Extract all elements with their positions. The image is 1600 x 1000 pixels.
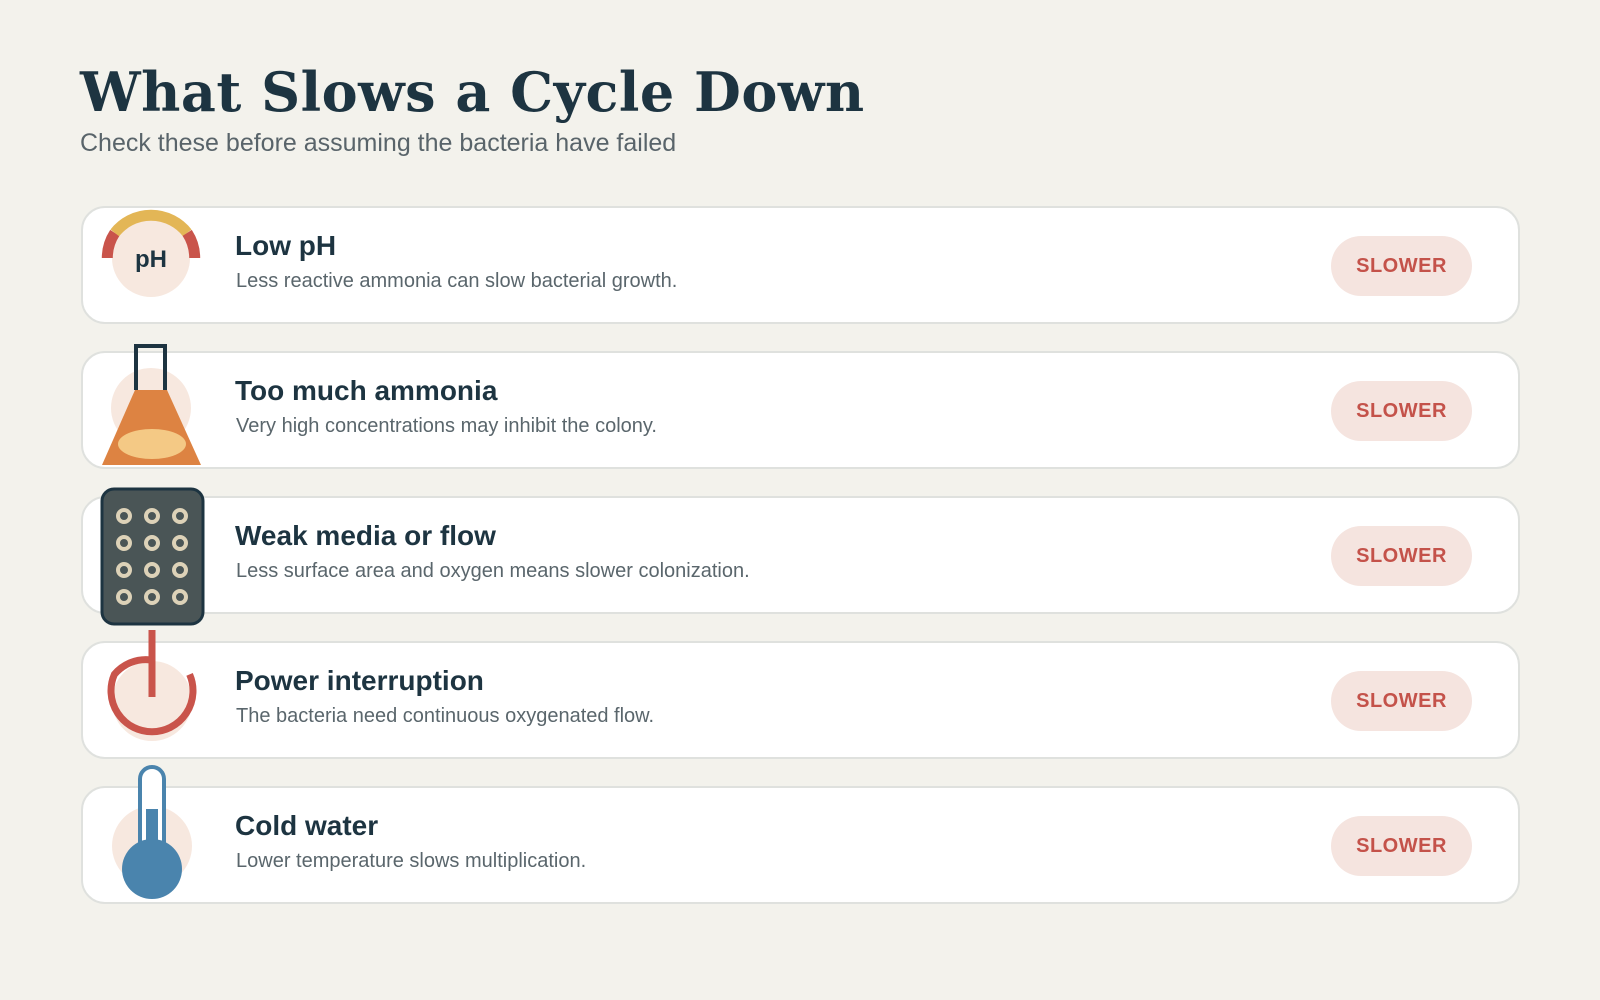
factor-description: Very high concentrations may inhibit the colony. [236, 415, 657, 437]
page-title: What Slows a Cycle Down [80, 60, 865, 124]
ammonia-bottle-icon [101, 339, 207, 485]
factor-description: The bacteria need continuous oxygenated flow. [236, 705, 655, 727]
status-badge: SLOWER [1331, 381, 1472, 441]
status-badge: SLOWER [1331, 526, 1472, 586]
factor-card-power-interruption [81, 641, 1520, 759]
factor-card-too-much-ammonia [81, 351, 1520, 469]
factor-description: Lower temperature slows multiplication. [236, 850, 587, 872]
factor-description: Less surface area and oxygen means slower colonization. [236, 560, 750, 582]
factor-list [81, 206, 1520, 931]
filter-media-icon [101, 484, 207, 630]
factor-card-cold-water [81, 786, 1520, 904]
page-subtitle: Check these before assuming the bacteria have failed [80, 129, 677, 157]
factor-description: Less reactive ammonia can slow bacterial growth. [236, 270, 678, 292]
factor-title: Cold water [235, 810, 379, 841]
factor-title: Low pH [235, 230, 337, 261]
ph-gauge-icon [101, 194, 207, 340]
factor-title: Too much ammonia [235, 375, 498, 406]
thermometer-icon [101, 774, 207, 920]
factor-card-weak-media-or-flow [81, 496, 1520, 614]
power-icon [101, 629, 207, 775]
status-badge: SLOWER [1331, 671, 1472, 731]
factor-card-low-ph [81, 206, 1520, 324]
status-badge: SLOWER [1331, 816, 1472, 876]
ph-gauge-label: pH [135, 246, 167, 273]
status-badge: SLOWER [1331, 236, 1472, 296]
factor-title: Weak media or flow [235, 520, 496, 551]
factor-title: Power interruption [235, 665, 484, 696]
